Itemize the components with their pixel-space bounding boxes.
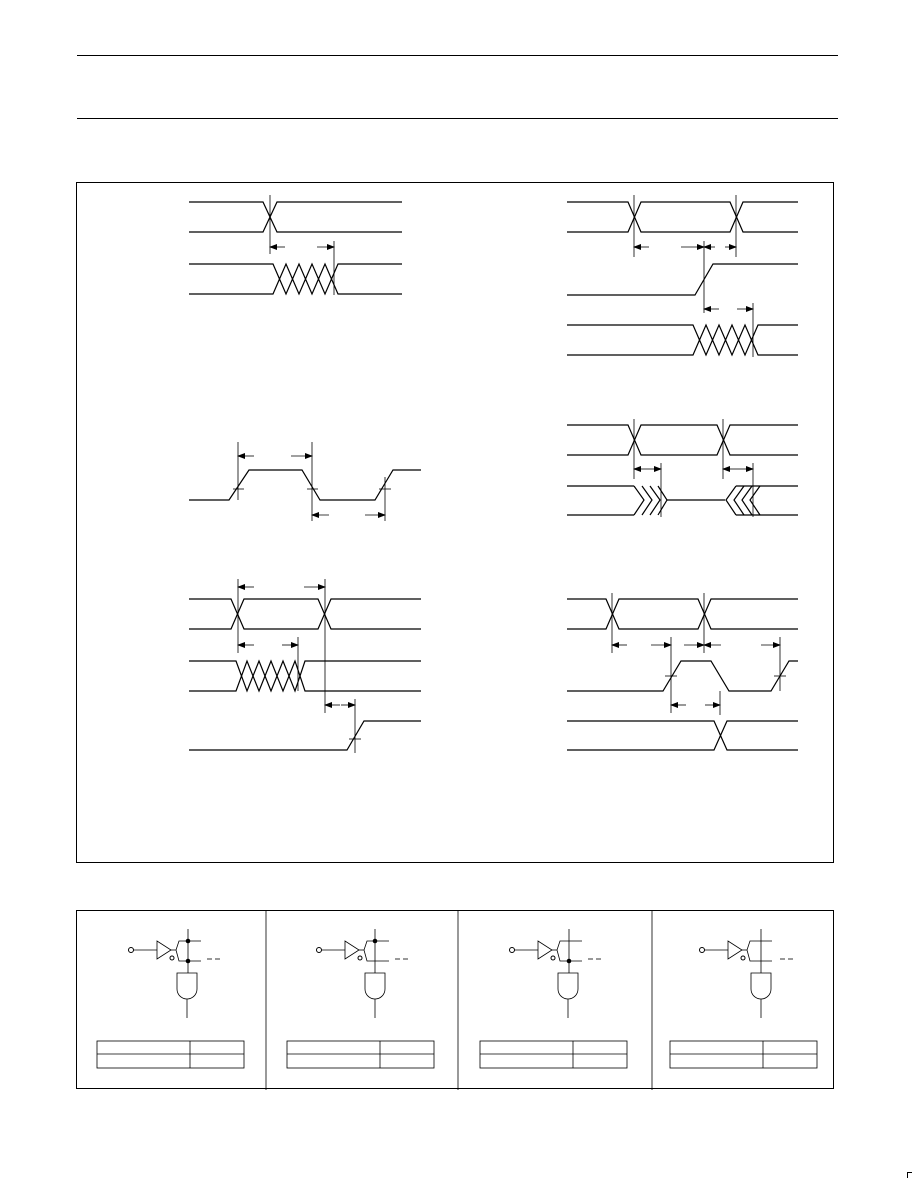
header-rule-top <box>77 55 838 56</box>
and-gate-icon <box>558 973 578 999</box>
circuit-figure-panel <box>76 910 834 1089</box>
timing-diagram-d <box>567 419 798 517</box>
and-gate-icon <box>177 973 197 999</box>
and-gate-icon <box>751 973 771 999</box>
timing-diagram-e <box>189 579 421 753</box>
buffer-icon <box>157 941 171 959</box>
timing-diagram-a <box>189 195 402 295</box>
io-cell-1 <box>97 929 244 1068</box>
io-cell-2 <box>287 929 434 1068</box>
buffer-icon <box>728 941 742 959</box>
io-cell-4 <box>670 929 817 1068</box>
header-rule-bottom <box>77 118 838 119</box>
timing-diagram-f <box>567 593 798 750</box>
buffer-icon <box>538 941 552 959</box>
and-gate-icon <box>365 973 385 999</box>
buffer-icon <box>345 941 359 959</box>
timing-diagram-c <box>189 442 421 521</box>
io-cell-3 <box>480 929 627 1068</box>
timing-diagram-b <box>567 195 798 357</box>
timing-figure-drawing <box>77 183 835 864</box>
circuit-figure-drawing <box>77 911 835 1090</box>
page-corner-mark <box>907 1172 912 1178</box>
timing-figure-panel <box>76 182 834 863</box>
